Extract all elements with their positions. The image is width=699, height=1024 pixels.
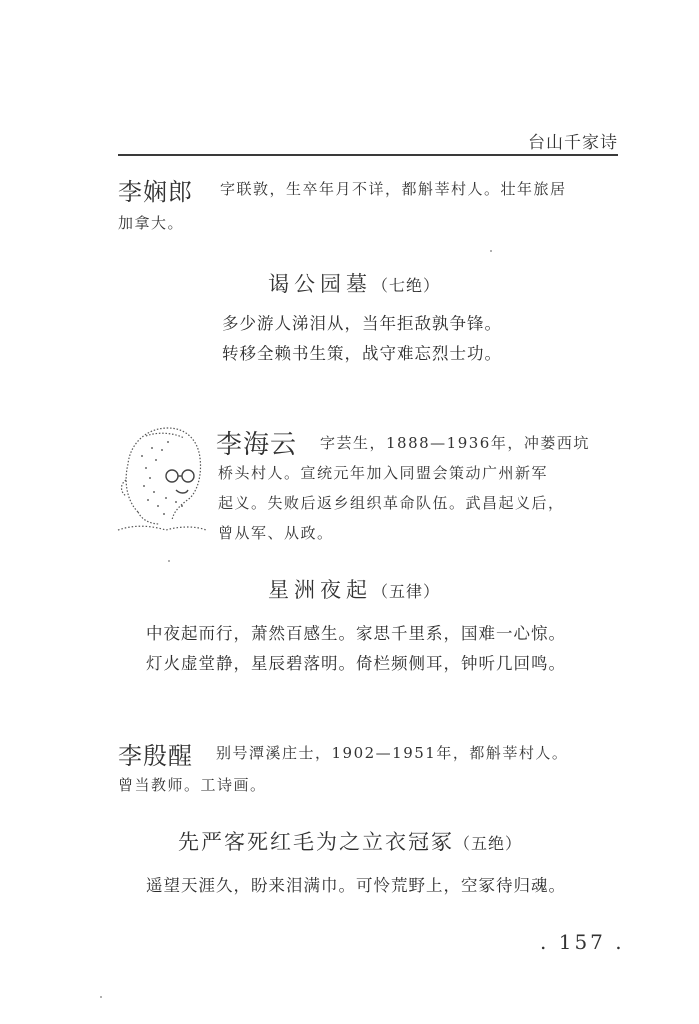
page-number: . 157 . [540, 930, 625, 954]
poem-line: 遥望天涯久，盼来泪满巾。可怜荒野上，空冢待归魂。 [146, 876, 566, 895]
poet-bio-line: 曾从军、从政。 [218, 524, 334, 542]
poet-portrait-sketch [116, 420, 208, 536]
poem-line: 灯火虚堂静，星辰碧落明。倚栏频侧耳，钟听几回鸣。 [146, 654, 566, 673]
poet-name: 李娴郎 [118, 178, 193, 206]
poem-title: 谒公园墓（七绝） [268, 272, 441, 296]
book-running-title: 台山千家诗 [528, 133, 618, 153]
poem-line: 多少游人涕泪从，当年拒敌孰争锋。 [222, 314, 502, 333]
poet-bio-line: 曾当教师。工诗画。 [118, 776, 267, 794]
scan-speck [490, 250, 492, 252]
poem-form: （七绝） [372, 276, 441, 295]
poem-line: 转移全赖书生策，战守难忘烈士功。 [222, 344, 502, 363]
scan-speck [100, 996, 102, 998]
poem-title: 先严客死红毛为之立衣冠冢（五绝） [178, 830, 523, 854]
poem-form: （五律） [372, 582, 441, 601]
poet-bio-line: 别号潭溪庄士，1902—1951年，都斛莘村人。 [216, 744, 569, 762]
header-rule [118, 154, 618, 156]
poet-name: 李殷醒 [118, 742, 193, 770]
poem-title: 星洲夜起（五律） [268, 578, 441, 602]
poet-bio-line: 加拿大。 [118, 214, 185, 232]
scan-speck [168, 560, 170, 562]
poet-bio-line: 字芸生，1888—1936年，冲蒌西坑 [320, 434, 590, 452]
poet-bio-line: 桥头村人。宣统元年加入同盟会策动广州新军 [218, 464, 549, 482]
poet-name: 李海云 [216, 430, 298, 460]
poem-form: （五绝） [454, 834, 523, 853]
poem-line: 中夜起而行，萧然百感生。家思千里系，国难一心惊。 [146, 624, 566, 643]
poet-bio-line: 字联敦，生卒年月不详，都斛莘村人。壮年旅居 [220, 180, 567, 198]
poet-bio-line: 起义。失败后返乡组织革命队伍。武昌起义后， [218, 494, 565, 512]
